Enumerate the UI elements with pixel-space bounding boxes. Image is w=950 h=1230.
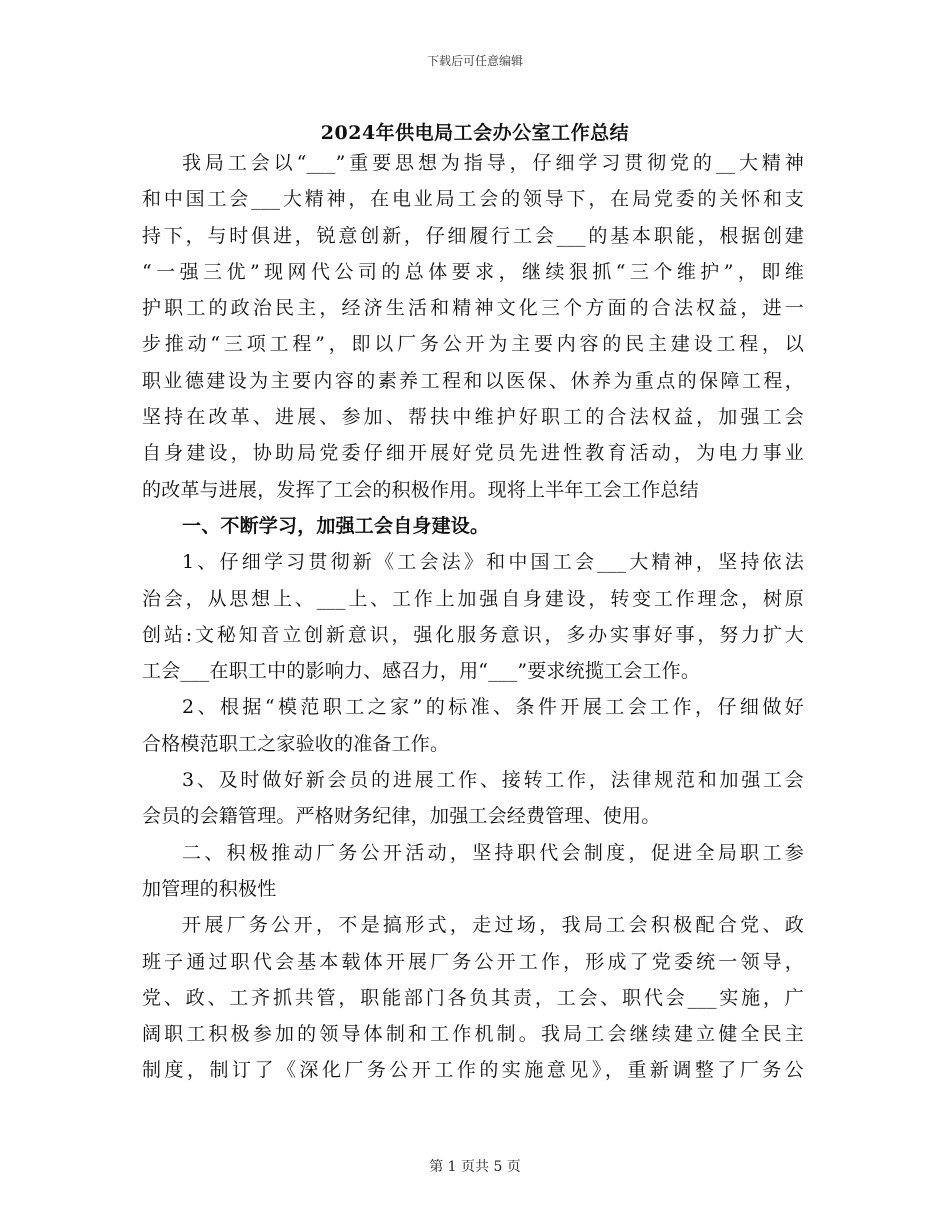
body-text-line: 加管理的积极性 [142,877,277,900]
body-text-line: 二、积极推动厂务公开活动，坚持职代会制度，促进全局职工参 [182,841,804,864]
body-text-line: 会员的会籍管理。严格财务纪律，加强工会经费管理、使用。 [142,805,661,828]
body-text-line: 的改革与进展，发挥了工会的积极作用。现将上半年工会工作总结 [142,478,699,501]
body-text-line: 坚持在改革、进展、参加、帮扶中维护好职工的合法权益，加强工会 [142,406,804,429]
body-text-line: 自身建设，协助局党委仔细开展好党员先进性教育活动，为电力事业 [142,442,804,465]
body-text-line: “一强三优”现网代公司的总体要求，继续狠抓“三个维护”，即维 [142,260,804,283]
body-text-line: 创站:文秘知音立创新意识，强化服务意识，多办实事好事，努力扩大 [142,623,804,646]
body-text-line: 1、仔细学习贯彻新《工会法》和中国工会___大精神，坚持依法 [182,551,804,574]
body-text-line: 阔职工积极参加的领导体制和工作机制。我局工会继续建立健全民主 [142,1023,804,1046]
body-text-line: 2、根据“模范职工之家”的标准、条件开展工会工作，仔细做好 [182,696,804,719]
body-text-line: 我局工会以“___”重要思想为指导，仔细学习贯彻党的__大精神 [182,152,804,174]
body-text-line: 护职工的政治民主，经济生活和精神文化三个方面的合法权益，进一 [142,297,804,320]
body-text-line: 制度，制订了《深化厂务公开工作的实施意见》，重新调整了厂务公 [142,1059,804,1082]
body-text-line: 和中国工会___大精神，在电业局工会的领导下，在局党委的关怀和支 [142,188,804,211]
document-title: 2024年供电局工会办公室工作总结 [320,122,630,144]
body-text-line: 持下，与时俱进，锐意创新，仔细履行工会___的基本职能，根据创建 [142,224,804,247]
body-text-line: 3、及时做好新会员的进展工作、接转工作，法律规范和加强工会 [182,769,804,792]
body-text-line: 班子通过职代会基本载体开展厂务公开工作，形成了党委统一领导， [142,950,804,973]
body-text-line: 党、政、工齐抓共管，职能部门各负其责，工会、职代会___实施，广 [142,986,804,1009]
body-text-line: 开展厂务公开，不是搞形式，走过场，我局工会积极配合党、政 [182,914,804,937]
body-text-line: 工会___在职工中的影响力、感召力，用“___”要求统揽工会工作。 [142,660,701,683]
page-header: 下载后可任意编辑 [426,54,523,68]
body-text-line: 步推动“三项工程”，即以厂务公开为主要内容的民主建设工程，以 [142,333,804,356]
body-text-line: 治会，从思想上、___上、工作上加强自身建设，转变工作理念，树原 [142,587,804,610]
document-body [142,145,804,1089]
section-heading-line: 一、不断学习，加强工会自身建设。 [182,514,490,537]
body-text-line: 职业德建设为主要内容的素养工程和以医保、休养为重点的保障工程， [142,369,804,392]
body-text-line: 合格模范职工之家验收的准备工作。 [142,732,450,755]
page-footer: 第 1 页共 5 页 [429,1159,521,1175]
